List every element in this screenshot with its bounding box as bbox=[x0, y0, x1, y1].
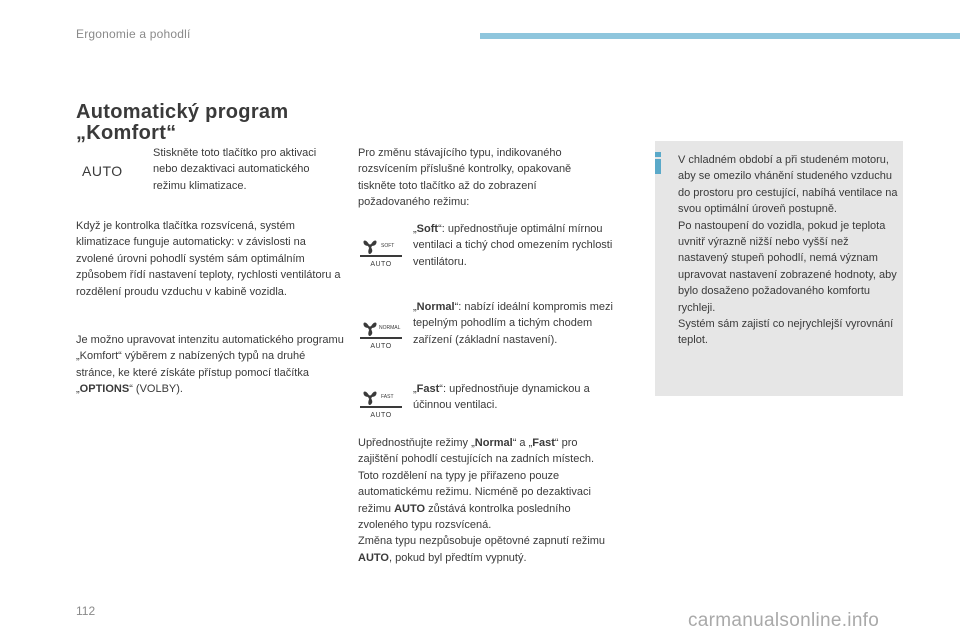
normal-mode-desc: “: nabízí ideální kompromis mezi tepelným pohodlím a tichým chodem zařízení (základní nastavení). bbox=[413, 301, 613, 346]
fan-icon bbox=[360, 234, 402, 260]
normal-quote: „ bbox=[413, 301, 417, 313]
header-accent-bar bbox=[480, 33, 960, 39]
change-auto: AUTO bbox=[358, 551, 389, 564]
auto-description-paragraph: Když je kontrolka tlačítka rozsvícená, systém klimatizace funguje automaticky: v závislosti na zvolené úrovni pohodlí systém sám optimálním způsobem řídí nastavení teploty, rychlosti ventilátoru a rozdělení proudu vzduchu v kabině vozidla. bbox=[76, 220, 341, 298]
recommend-text-2: “ a „ bbox=[512, 437, 533, 449]
intensity-paragraph bbox=[76, 332, 344, 398]
normal-icon-text: NORMAL bbox=[379, 325, 401, 331]
soft-mode-desc: “: upřednostňuje optimální mírnou ventilaci a tichý chod omezením rychlosti ventilátoru. bbox=[413, 223, 613, 268]
soft-mode-description bbox=[413, 221, 613, 270]
info-icon bbox=[651, 152, 665, 174]
recommend-text-3: “ pro zajištění pohodlí cestujících na zadních místech. bbox=[358, 437, 595, 466]
soft-icon-text: SOFT bbox=[381, 243, 395, 249]
info-paragraph-3: Systém sám zajistí co nejrychlejší vyrovnání teplot. bbox=[678, 318, 894, 347]
fast-mode-name: Fast bbox=[416, 383, 440, 395]
instruction-text: Stiskněte toto tlačítko pro aktivaci nebo dezaktivaci automatického režimu klimatizace. bbox=[153, 147, 317, 192]
fast-mode-icon bbox=[360, 385, 402, 421]
section-title: Ergonomie a pohodlí bbox=[76, 27, 191, 41]
recommendation-paragraph bbox=[358, 435, 608, 468]
change-text-1: Změna typu nezpůsobuje opětovné zapnutí režimu bbox=[358, 535, 606, 548]
mode-change-intro: Pro změnu stávajícího typu, indikovaného rozsvícením příslušné kontrolky, opakovaně tiskněte toto tlačítko až do zobrazení požadovaného režimu: bbox=[358, 147, 572, 209]
mode-recommendation-block bbox=[358, 435, 608, 566]
page-number: 112 bbox=[76, 604, 96, 618]
info-paragraph-2: Po nastoupení do vozidla, pokud je teplota uvnitř výrazně nižší nebo vyšší než nastavený stupeň pohodlí, nemá význam upravovat nastavení zobrazené hodnoty, aby bylo dosaženo požadovaného komfortu rychleji. bbox=[678, 219, 897, 314]
normal-mode-description bbox=[413, 299, 613, 348]
change-paragraph bbox=[358, 533, 608, 566]
normal-auto-label: AUTO bbox=[370, 343, 392, 350]
dist-auto: AUTO bbox=[394, 502, 426, 515]
recommend-text-1: Upřednostňujte režimy „ bbox=[358, 437, 475, 449]
soft-mode-icon bbox=[360, 234, 402, 270]
info-text bbox=[678, 152, 900, 349]
soft-mode-name: Soft bbox=[416, 223, 439, 235]
fast-mode-description bbox=[413, 381, 613, 414]
auto-button-label: AUTO bbox=[82, 163, 123, 179]
fast-mode-desc: “: upřednostňuje dynamickou a účinnou ventilaci. bbox=[413, 383, 590, 412]
fast-quote: „ bbox=[413, 383, 417, 395]
intensity-text-start: Je možno upravovat intenzitu automatického programu „Komfort“ výběrem z nabízených typů na druhé stránce, ke které získáte přístup pomocí tlačítka „ bbox=[76, 334, 344, 396]
recommend-normal: Normal bbox=[474, 437, 513, 449]
fan-icon bbox=[360, 316, 402, 342]
normal-mode-name: Normal bbox=[416, 301, 455, 313]
info-paragraph-1: V chladném období a při studeném motoru, aby se omezilo vhánění studeného vzduchu do prostoru pro cestující, nabíhá ventilace na svou optimální úroveň postupně. bbox=[678, 154, 898, 216]
options-label: OPTIONS bbox=[79, 383, 130, 396]
page-title bbox=[76, 102, 288, 144]
fast-auto-label: AUTO bbox=[370, 412, 392, 419]
intensity-text-end: “ (VOLBY). bbox=[129, 383, 183, 396]
fan-icon bbox=[360, 385, 402, 411]
soft-quote: „ bbox=[413, 223, 417, 235]
watermark: carmanualsonline.info bbox=[688, 610, 880, 631]
page-title-line1: Automatický program bbox=[76, 101, 289, 123]
change-text-2: , pokud byl předtím vypnutý. bbox=[388, 551, 527, 564]
normal-mode-icon bbox=[360, 316, 402, 352]
soft-auto-label: AUTO bbox=[370, 261, 392, 268]
dist-text-2: zůstává kontrolka posledního zvoleného typu rozsvícená. bbox=[358, 502, 571, 532]
distribution-paragraph bbox=[358, 468, 608, 534]
page-title-line2: „Komfort“ bbox=[76, 122, 177, 144]
fast-icon-text: FAST bbox=[381, 394, 394, 400]
recommend-fast: Fast bbox=[532, 437, 555, 449]
dist-text-1: Toto rozdělení na typy je přiřazeno pouze automatickému režimu. Nicméně po dezaktivaci režimu bbox=[358, 469, 591, 515]
